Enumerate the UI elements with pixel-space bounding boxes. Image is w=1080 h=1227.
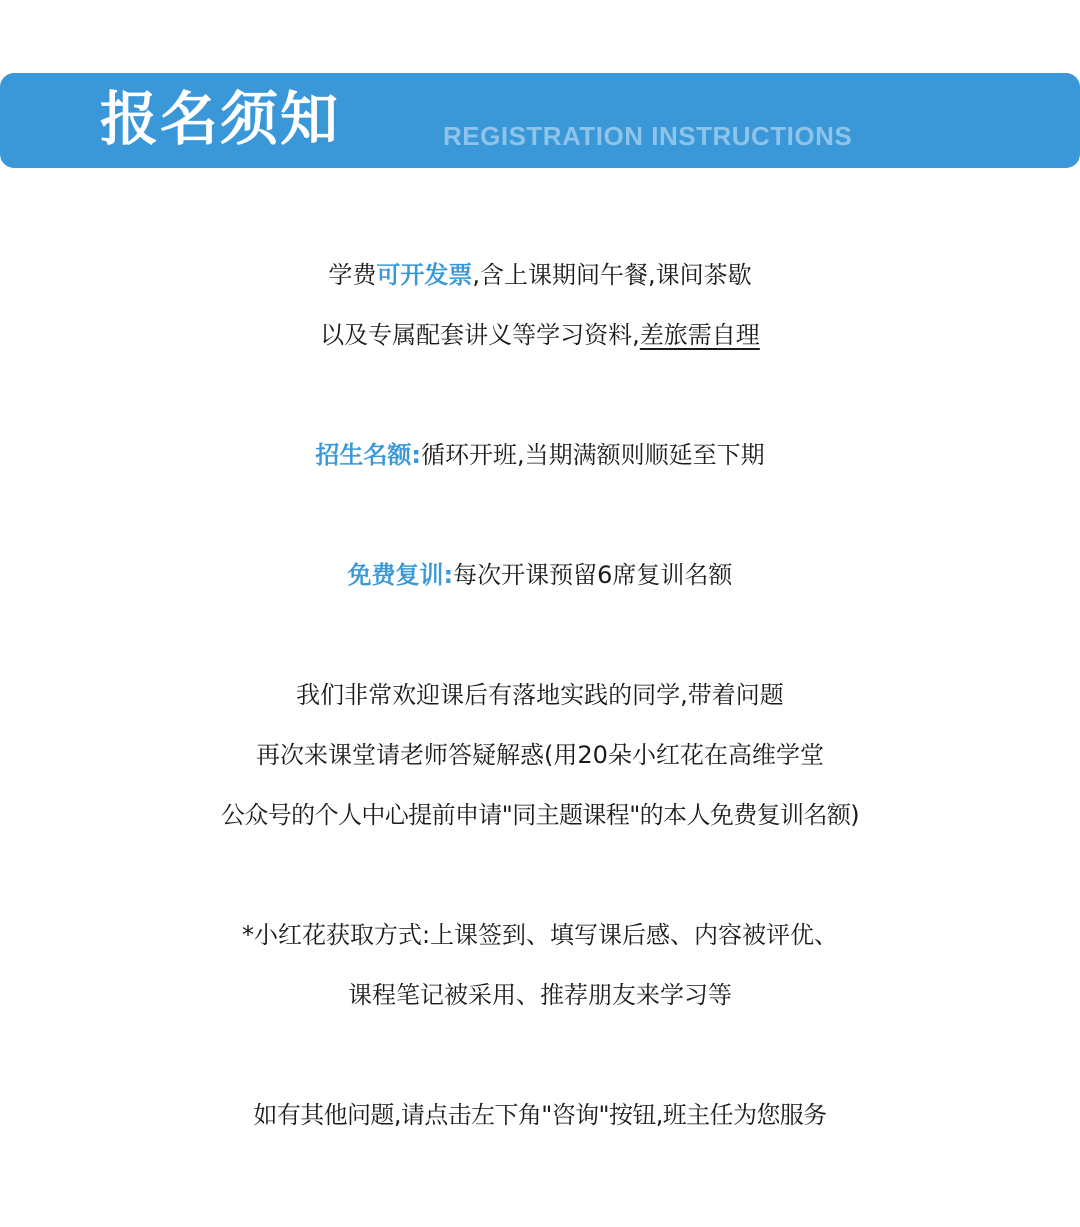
retrain-line <box>0 553 1080 597</box>
fees-text-suffix: ,含上课期间午餐,课间茶歇 <box>472 261 752 289</box>
retrain-text: 每次开课预留6席复训名额 <box>453 561 733 589</box>
flowers-line-1: *小红花获取方式:上课签到、填写课后感、内容被评优、 <box>241 921 839 949</box>
fees-line-1 <box>0 253 1080 297</box>
travel-self-pay-note: 差旅需自理 <box>639 321 760 349</box>
welcome-line-3: 公众号的个人中心提前申请"同主题课程"的本人免费复训名额) <box>220 801 860 829</box>
fees-line-2 <box>0 313 1080 357</box>
section-subtitle: REGISTRATION INSTRUCTIONS <box>443 121 853 151</box>
header-banner <box>0 73 1080 168</box>
contact-line: 如有其他问题,请点击左下角"咨询"按钮,班主任为您服务 <box>253 1101 827 1129</box>
quota-text: 循环开班,当期满额则顺延至下期 <box>420 441 765 469</box>
quota-line <box>0 433 1080 477</box>
invoice-highlight: 可开发票 <box>376 261 473 289</box>
welcome-line-1: 我们非常欢迎课后有落地实践的同学,带着问题 <box>296 681 784 709</box>
fees-materials-text: 以及专属配套讲义等学习资料, <box>320 321 640 349</box>
welcome-line-2: 再次来课堂请老师答疑解惑(用20朵小红花在高维学堂 <box>256 741 824 769</box>
quota-label: 招生名额: <box>315 441 421 469</box>
flowers-line-2: 课程笔记被采用、推荐朋友来学习等 <box>348 981 732 1009</box>
retrain-label: 免费复训: <box>347 561 454 589</box>
section-title: 报名须知 <box>100 85 341 153</box>
fees-text-prefix: 学费 <box>328 261 377 289</box>
